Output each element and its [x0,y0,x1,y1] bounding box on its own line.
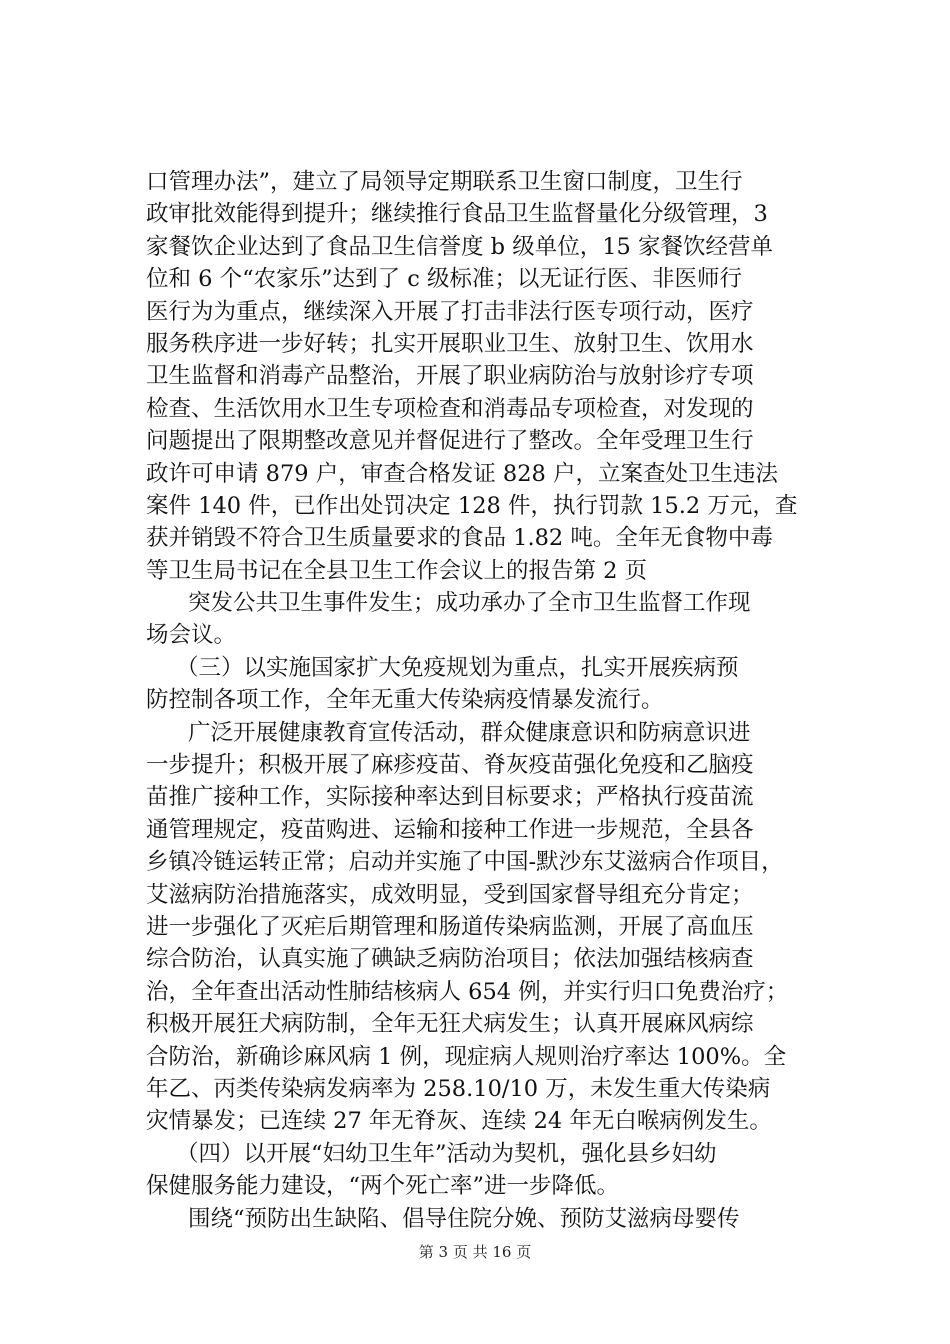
text-line: 艾滋病防治措施落实，成效明显，受到国家督导组充分肯定； [146,881,754,908]
text-line: 乡镇冷链运转正常；启动并实施了中国-默沙东艾滋病合作项目， [146,849,784,876]
text-line: 检查、生活饮用水卫生专项检查和消毒品专项检查，对发现的 [146,395,754,422]
page-number: 第 3 页 共 16 页 [418,1243,532,1261]
text-line: 获并销毁不符合卫生质量要求的食品 1.82 吨。全年无食物中毒 [146,525,773,552]
text-line: 家餐饮企业达到了食品卫生信誉度 b 级单位，15 家餐饮经营单 [146,233,773,260]
text-line: 通管理规定，疫苗购进、运输和接种工作进一步规范，全县各 [146,816,754,843]
text-line: 案件 140 件，已作出处罚决定 128 件，执行罚款 15.2 万元，查 [146,492,798,519]
section-heading: （四）以开展“妇幼卫生年”活动为契机，强化县乡妇幼 [176,1140,717,1167]
text-line: 苗推广接种工作，实际接种率达到目标要求；严格执行疫苗流 [146,784,754,811]
text-line: 政许可申请 879 户，审查合格发证 828 户，立案查处卫生违法 [146,460,779,487]
text-line: 合防治，新确诊麻风病 1 例，现症病人规则治疗率达 100%。全 [146,1043,787,1070]
text-line: 问题提出了限期整改意见并督促进行了整改。全年受理卫生行 [146,428,754,455]
text-line: 年乙、丙类传染病发病率为 258.10/10 万，未发生重大传染病 [146,1075,771,1102]
text-line: 积极开展狂犬病防制，全年无狂犬病发生；认真开展麻风病综 [146,1011,754,1038]
text-line: 卫生监督和消毒产品整治，开展了职业病防治与放射诊疗专项 [146,363,754,390]
text-line: 一步提升；积极开展了麻疹疫苗、脊灰疫苗强化免疫和乙脑疫 [146,752,754,779]
text-line: 进一步强化了灭疟后期管理和肠道传染病监测，开展了高血压 [146,913,754,940]
text-line: 广泛开展健康教育宣传活动，群众健康意识和防病意识进 [188,719,751,746]
body-text [146,166,836,1235]
page-footer [0,1241,950,1262]
text-line: 治，全年查出活动性肺结核病人 654 例，并实行归口免费治疗； [146,978,789,1005]
section-heading: （三）以实施国家扩大免疫规划为重点，扎实开展疾病预 [176,654,739,681]
text-line: 政审批效能得到提升；继续推行食品卫生监督量化分级管理，3 [146,201,768,228]
text-line: 位和 6 个“农家乐”达到了 c 级标准；以无证行医、非医师行 [146,266,743,293]
text-line: 突发公共卫生事件发生；成功承办了全市卫生监督工作现 [188,590,751,617]
text-line: 场会议。 [146,622,237,649]
text-line: 灾情暴发；已连续 27 年无脊灰、连续 24 年无白喉病例发生。 [146,1108,772,1135]
text-line: 服务秩序进一步好转；扎实开展职业卫生、放射卫生、饮用水 [146,330,754,357]
text-line: 等卫生局书记在全县卫生工作会议上的报告第 2 页 [146,557,648,584]
text-line: 口管理办法”，建立了局领导定期联系卫生窗口制度，卫生行 [146,169,743,195]
text-line: 保健服务能力建设，“两个死亡率”进一步降低。 [146,1173,620,1200]
text-line: 综合防治，认真实施了碘缺乏病防治项目；依法加强结核病查 [146,946,754,973]
text-line: 医行为为重点，继续深入开展了打击非法行医专项行动，医疗 [146,298,754,325]
text-line: 防控制各项工作，全年无重大传染病疫情暴发流行。 [146,687,664,714]
text-line: 围绕“预防出生缺陷、倡导住院分娩、预防艾滋病母婴传 [188,1205,740,1232]
